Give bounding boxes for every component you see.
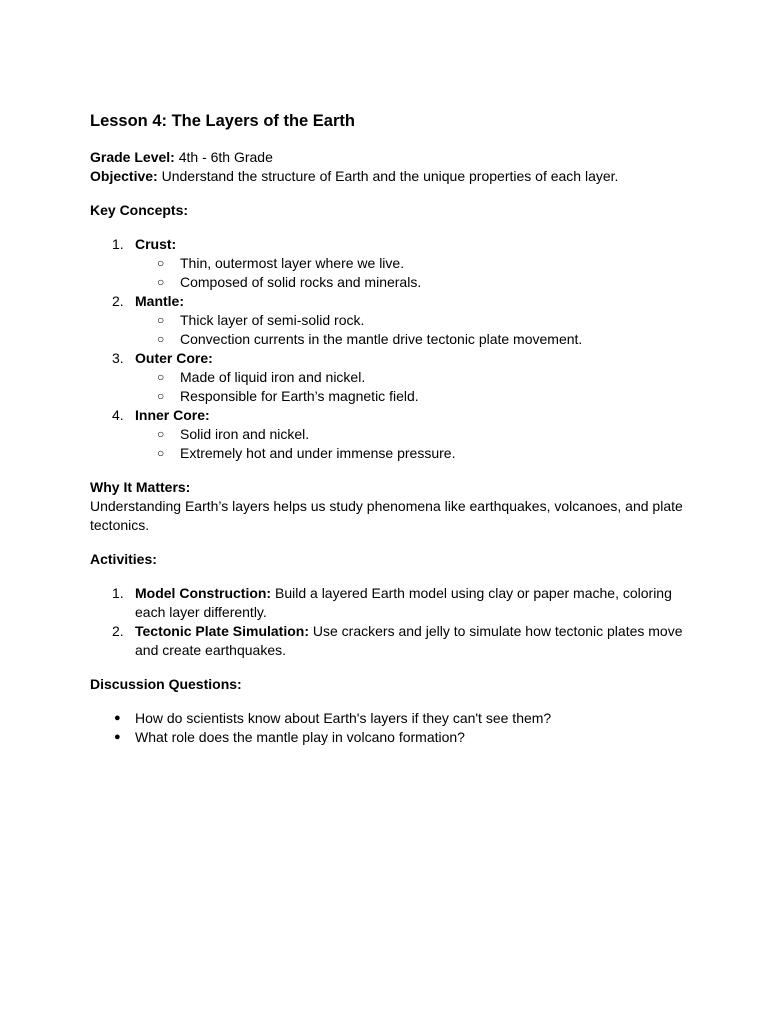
hollow-bullet-icon: ○ [157,313,165,327]
concept-point-text: Thin, outermost layer where we live. [180,255,405,271]
why-it-matters-heading-text: Why It Matters: [90,479,191,495]
objective-line [90,167,690,186]
activity-text: Build a layered Earth model using clay or paper mache, coloring each layer differently. [135,585,672,620]
grade-level-label: Grade Level: [90,149,175,165]
list-number: 3. [112,350,124,366]
concept-point-text: Made of liquid iron and nickel. [180,369,366,385]
concept-points [135,254,690,292]
concept-point [135,254,690,273]
concept-name: Inner Core: [135,407,210,423]
concept-item-mantle [90,292,690,349]
grade-level-value: 4th - 6th Grade [178,149,273,165]
discussion-text: How do scientists know about Earth's layers if they can't see them? [135,710,552,726]
activity-item [90,622,690,660]
hollow-bullet-icon: ○ [157,446,165,460]
concept-name: Mantle: [135,293,184,309]
activities-heading-text: Activities: [90,551,157,567]
concept-name: Crust: [135,236,177,252]
bullet-icon: ● [114,712,121,724]
concept-point-text: Solid iron and nickel. [180,426,310,442]
hollow-bullet-icon: ○ [157,370,165,384]
bullet-icon: ● [114,731,121,743]
hollow-bullet-icon: ○ [157,427,165,441]
discussion-heading-text: Discussion Questions: [90,676,242,692]
concept-point [135,368,690,387]
activity-name: Model Construction: [135,585,272,601]
concept-point [135,273,690,292]
list-number: 4. [112,407,124,423]
list-number: 2. [112,623,124,639]
activities-heading [90,550,690,569]
key-concepts-heading [90,201,690,220]
discussion-item [90,709,690,728]
discussion-heading [90,675,690,694]
concept-point-text: Responsible for Earth’s magnetic field. [180,388,419,404]
concept-point [135,387,690,406]
key-concepts-list [90,235,690,463]
concept-point-text: Convection currents in the mantle drive tectonic plate movement. [180,331,583,347]
concept-point [135,330,690,349]
document-content [90,110,690,747]
list-number: 1. [112,585,124,601]
concept-points [135,311,690,349]
hollow-bullet-icon: ○ [157,389,165,403]
activity-item [90,584,690,622]
discussion-list [90,709,690,747]
hollow-bullet-icon: ○ [157,275,165,289]
concept-point [135,425,690,444]
key-concepts-heading-text: Key Concepts: [90,202,189,218]
discussion-item [90,728,690,747]
list-number: 1. [112,236,124,252]
list-number: 2. [112,293,124,309]
discussion-text: What role does the mantle play in volcano formation? [135,729,465,745]
activities-list [90,584,690,660]
concept-point [135,311,690,330]
hollow-bullet-icon: ○ [157,332,165,346]
grade-level-line [90,148,690,167]
why-it-matters-heading [90,478,690,497]
objective-label: Objective: [90,168,158,184]
concept-points [135,368,690,406]
page-title: Lesson 4: The Layers of the Earth [90,112,355,130]
concept-point-text: Extremely hot and under immense pressure. [180,445,456,461]
why-it-matters-text: Understanding Earth’s layers helps us study phenomena like earthquakes, volcanoes, and plate tectonics. [90,498,683,533]
concept-name: Outer Core: [135,350,213,366]
concept-point [135,444,690,463]
hollow-bullet-icon: ○ [157,256,165,270]
activity-text: Use crackers and jelly to simulate how tectonic plates move and create earthquakes. [135,623,683,658]
activity-name: Tectonic Plate Simulation: [135,623,309,639]
concept-item-crust [90,235,690,292]
concept-points [135,425,690,463]
concept-item-outer-core [90,349,690,406]
concept-point-text: Thick layer of semi-solid rock. [180,312,365,328]
concept-point-text: Composed of solid rocks and minerals. [180,274,422,290]
objective-value: Understand the structure of Earth and the unique properties of each layer. [161,168,619,184]
concept-item-inner-core [90,406,690,463]
